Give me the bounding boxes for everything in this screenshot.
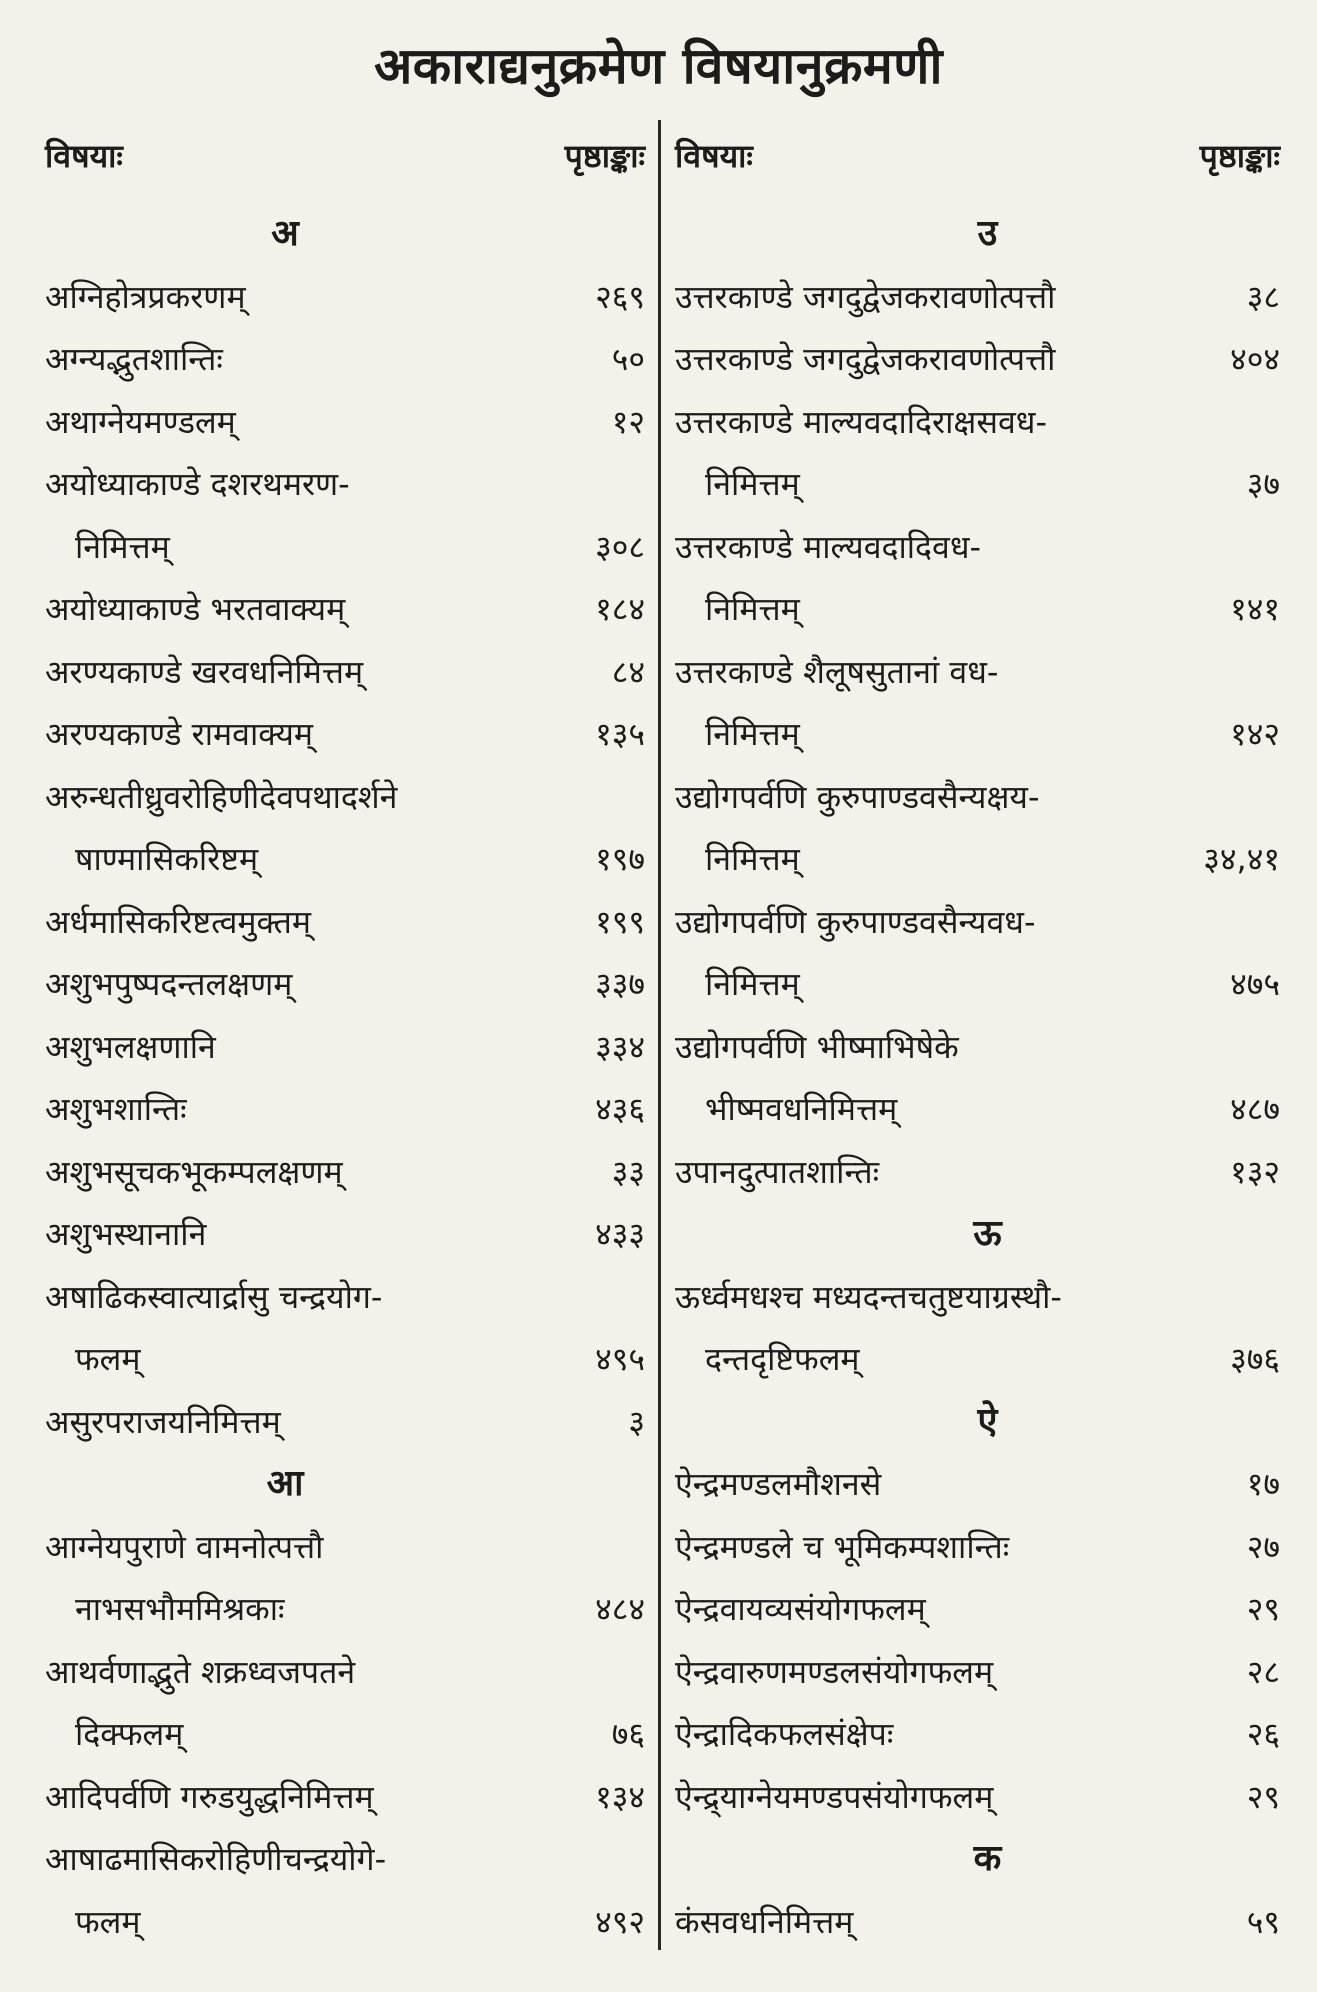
- entry-subject: दन्तदृष्टिफलम्: [705, 1340, 860, 1378]
- entry-page-number: ८४: [611, 652, 645, 691]
- entry-page-number: ३३७: [595, 965, 645, 1003]
- entry-subject: उत्तरकाण्डे जगदुद्वेजकरावणोत्पत्तौ: [675, 277, 1056, 316]
- entry-subject: कंसवधनिमित्तम्: [675, 1902, 854, 1941]
- index-entry: [45, 1016, 645, 1079]
- index-entry: [675, 1078, 1280, 1141]
- right-column-header: [675, 125, 1280, 203]
- entry-subject: अशुभसूचकभूकम्पलक्षणम्: [45, 1152, 343, 1191]
- entry-subject: उद्योगपर्वणि कुरुपाण्डवसैन्यवध-: [675, 902, 1036, 941]
- entry-subject: अशुभस्थानानि: [45, 1215, 207, 1253]
- index-entry: [675, 766, 1280, 829]
- right-entries: [675, 203, 1280, 1953]
- entry-page-number: १४२: [1230, 715, 1280, 753]
- entry-subject: अथाग्नेयमण्डलम्: [45, 402, 236, 441]
- right-column: [675, 125, 1280, 1953]
- entry-subject: निमित्तम्: [705, 840, 800, 878]
- index-entry: [675, 703, 1280, 766]
- entry-page-number: २६९: [595, 277, 645, 316]
- index-entry: [675, 391, 1280, 454]
- left-column: [45, 125, 645, 1953]
- entry-subject: अरण्यकाण्डे खरवधनिमित्तम्: [45, 652, 364, 691]
- entry-page-number: १४१: [1230, 590, 1280, 628]
- index-entry: [45, 1828, 645, 1891]
- entry-subject: आषाढमासिकरोहिणीचन्द्रयोगे-: [45, 1840, 387, 1878]
- entry-page-number: ५०: [611, 340, 645, 378]
- entry-subject: उत्तरकाण्डे माल्यवदादिवध-: [675, 527, 982, 566]
- entry-subject: अयोध्याकाण्डे भरतवाक्यम्: [45, 590, 346, 628]
- entry-subject: फलम्: [75, 1340, 141, 1378]
- index-entry: [45, 1516, 645, 1579]
- entry-page-number: ४९५: [595, 1340, 645, 1378]
- index-entry: [45, 391, 645, 454]
- left-column-header: [45, 125, 645, 203]
- index-entry: [675, 1328, 1280, 1391]
- index-entry: [675, 516, 1280, 579]
- index-entry: [45, 1703, 645, 1766]
- entry-page-number: ३७: [1246, 465, 1280, 503]
- index-entry: [45, 328, 645, 391]
- entry-subject: अरण्यकाण्डे रामवाक्यम्: [45, 715, 314, 753]
- entry-subject: आथर्वणाद्भुते शक्रध्वजपतने: [45, 1652, 356, 1691]
- entry-subject: ऐन्द्रमण्डलमौशनसे: [675, 1465, 882, 1503]
- entry-page-number: ७६: [611, 1715, 645, 1753]
- entry-page-number: ४९२: [595, 1902, 645, 1941]
- entry-page-number: ३: [628, 1402, 645, 1441]
- index-entry: [45, 891, 645, 954]
- entry-page-number: २६: [1246, 1715, 1280, 1753]
- index-entry: [45, 1141, 645, 1204]
- entry-page-number: ३०८: [595, 527, 645, 566]
- entry-subject: उपानदुत्पातशान्तिः: [675, 1152, 880, 1191]
- entry-page-number: ३३४: [595, 1027, 645, 1066]
- entry-subject: निमित्तम्: [705, 465, 800, 503]
- letter-heading: आ: [266, 1463, 304, 1504]
- index-entry: [45, 828, 645, 891]
- index-entry: [45, 516, 645, 579]
- entry-subject: अषाढिकस्वात्यार्द्रासु चन्द्रयोग-: [45, 1277, 383, 1316]
- entry-subject: अग्निहोत्रप्रकरणम्: [45, 277, 246, 316]
- entry-subject: उत्तरकाण्डे जगदुद्वेजकरावणोत्पत्तौ: [675, 340, 1056, 378]
- column-divider: [658, 120, 661, 1950]
- entry-page-number: ४३६: [595, 1090, 645, 1128]
- index-entry: [675, 1016, 1280, 1079]
- entry-subject: आदिपर्वणि गरुडयुद्धनिमित्तम्: [45, 1777, 374, 1816]
- entry-page-number: ४८४: [595, 1590, 645, 1628]
- entry-page-number: २९: [1246, 1777, 1280, 1816]
- letter-heading: उ: [977, 213, 998, 254]
- page-title: अकाराद्यनुक्रमेण विषयानुक्रमणी: [374, 37, 943, 95]
- entry-page-number: १७: [1246, 1465, 1280, 1503]
- entry-page-number: ४०४: [1230, 340, 1280, 378]
- entry-subject: अशुभशान्तिः: [45, 1090, 187, 1128]
- index-entry: [45, 1203, 645, 1266]
- entry-subject: अशुभलक्षणानि: [45, 1027, 216, 1066]
- index-entry: [675, 953, 1280, 1016]
- index-entry: [45, 641, 645, 704]
- index-entry: [675, 891, 1280, 954]
- index-entry: [675, 641, 1280, 704]
- entry-page-number: १२: [611, 402, 645, 441]
- subject-header: विषयाः: [45, 137, 123, 175]
- index-entry: [675, 328, 1280, 391]
- entry-page-number: २८: [1246, 1652, 1280, 1691]
- entry-subject: आग्नेयपुराणे वामनोत्पत्तौ: [45, 1527, 324, 1566]
- index-entry: [675, 1703, 1280, 1766]
- entry-page-number: १९७: [595, 840, 645, 878]
- index-entry: [675, 1641, 1280, 1704]
- entry-page-number: ५९: [1246, 1902, 1280, 1941]
- entry-page-number: ४७५: [1230, 965, 1280, 1003]
- entry-subject: ऊर्ध्वमधश्च मध्यदन्तचतुष्टयाग्रस्थौ-: [675, 1277, 1062, 1316]
- index-entry: [45, 766, 645, 829]
- index-entry: [45, 453, 645, 516]
- entry-subject: ऐन्द्रवारुणमण्डलसंयोगफलम्: [675, 1652, 994, 1691]
- entry-subject: निमित्तम्: [705, 590, 800, 628]
- index-entry: [45, 1891, 645, 1954]
- entry-page-number: ३७६: [1230, 1340, 1280, 1378]
- index-entry: [675, 453, 1280, 516]
- index-entry: [45, 1328, 645, 1391]
- index-entry: [45, 266, 645, 329]
- entry-subject: उत्तरकाण्डे माल्यवदादिराक्षसवध-: [675, 402, 1048, 441]
- index-entry: [45, 1766, 645, 1829]
- index-entry: [45, 578, 645, 641]
- entry-subject: नाभसभौममिश्रकाः: [75, 1590, 285, 1628]
- index-entry: [45, 953, 645, 1016]
- entry-page-number: ३४,४१: [1203, 840, 1280, 878]
- index-entry: [675, 1578, 1280, 1641]
- page-header: पृष्ठाङ्काः: [564, 137, 645, 175]
- entry-subject: असुरपराजयनिमित्तम्: [45, 1402, 281, 1441]
- entry-subject: दिक्फलम्: [75, 1715, 184, 1753]
- index-entry: [45, 1391, 645, 1454]
- letter-heading: अ: [271, 213, 299, 254]
- index-entry: [675, 1766, 1280, 1829]
- entry-page-number: ३३: [611, 1152, 645, 1191]
- entry-page-number: १८४: [595, 590, 645, 628]
- index-entry: [45, 1078, 645, 1141]
- entry-subject: अग्न्यद्भुतशान्तिः: [45, 340, 223, 378]
- index-entry: [45, 703, 645, 766]
- index-entry: [675, 266, 1280, 329]
- entry-subject: ऐन्द्रादिकफलसंक्षेपः: [675, 1715, 894, 1753]
- letter-heading: ऊ: [973, 1213, 1002, 1254]
- index-entry: [675, 578, 1280, 641]
- index-entry: [675, 1141, 1280, 1204]
- entry-subject: ऐन्द्र्याग्नेयमण्डपसंयोगफलम्: [675, 1777, 994, 1816]
- entry-subject: ऐन्द्रमण्डले च भूमिकम्पशान्तिः: [675, 1527, 1010, 1566]
- subject-header: विषयाः: [675, 137, 753, 175]
- entry-subject: अर्धमासिकरिष्टत्वमुक्तम्: [45, 902, 312, 941]
- entry-subject: उत्तरकाण्डे शैलूषसुतानां वध-: [675, 652, 999, 691]
- entry-subject: निमित्तम्: [75, 527, 170, 566]
- entry-subject: अशुभपुष्पदन्तलक्षणम्: [45, 965, 293, 1003]
- left-entries: [45, 203, 645, 1953]
- entry-subject: निमित्तम्: [705, 715, 800, 753]
- entry-page-number: १३५: [595, 715, 645, 753]
- entry-subject: फलम्: [75, 1902, 141, 1941]
- index-entry: [45, 1578, 645, 1641]
- entry-subject: अयोध्याकाण्डे दशरथमरण-: [45, 465, 350, 503]
- entry-subject: उद्योगपर्वणि भीष्माभिषेके: [675, 1027, 959, 1066]
- entry-subject: भीष्मवधनिमित्तम्: [705, 1090, 898, 1128]
- entry-subject: ऐन्द्रवायव्यसंयोगफलम्: [675, 1590, 926, 1628]
- entry-page-number: २९: [1246, 1590, 1280, 1628]
- index-entry: [45, 1266, 645, 1329]
- letter-heading: क: [973, 1838, 1002, 1879]
- entry-subject: निमित्तम्: [705, 965, 800, 1003]
- index-entry: [675, 1453, 1280, 1516]
- index-entry: [675, 1266, 1280, 1329]
- entry-page-number: १३२: [1230, 1152, 1280, 1191]
- entry-subject: उद्योगपर्वणि कुरुपाण्डवसैन्यक्षय-: [675, 777, 1040, 816]
- entry-subject: षाण्मासिकरिष्टम्: [75, 840, 259, 878]
- index-entry: [675, 828, 1280, 891]
- page-header: पृष्ठाङ्काः: [1199, 137, 1280, 175]
- entry-page-number: ३८: [1246, 277, 1280, 316]
- entry-page-number: ४८७: [1230, 1090, 1280, 1128]
- index-entry: [45, 1641, 645, 1704]
- entry-page-number: २७: [1246, 1527, 1280, 1566]
- letter-heading: ऐ: [977, 1400, 998, 1442]
- index-entry: [675, 1516, 1280, 1579]
- entry-page-number: १९९: [595, 902, 645, 941]
- entry-page-number: ४३३: [595, 1215, 645, 1253]
- index-entry: [675, 1891, 1280, 1954]
- entry-page-number: १३४: [595, 1777, 645, 1816]
- entry-subject: अरुन्धतीध्रुवरोहिणीदेवपथादर्शने: [45, 777, 398, 816]
